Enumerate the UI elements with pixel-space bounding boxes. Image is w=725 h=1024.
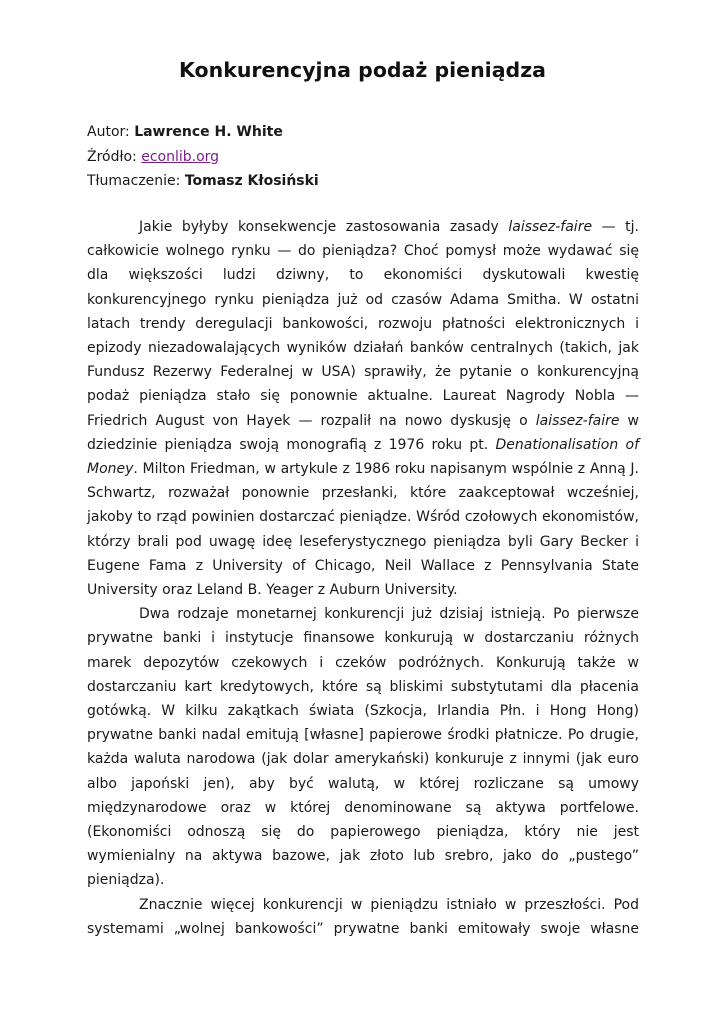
paragraph-text: Dwa rodzaje monetarnej konkurencji już dzisiaj istnieją. Po pierwsze prywatne banki i instytucje finansowe konkurują w dostarczaniu różnych marek depozytów czekowych i czeków podróżnych. Konkurują także w dostarczaniu kart kredytowych, które są bliskimi substytutami dla płacenia gotówką. W kilku zakątkach świata (Szkocja, Irlandia Płn. i Hong Hong) prywatne banki nadal emitują [własne] papierowe środki płatnicze. Po drugie, każda waluta narodowa (jak dolar amerykański) konkuruje z innymi (jak euro albo japoński jen), aby być walutą, w której rozliczane są umowy międzynarodowe oraz w której denominowane są aktywa portfelowe. (Ekonomiści odnoszą się do papierowego pieniądza, który nie jest wymienialny na aktywa bazowe, jak złoto lub srebro, jako do „pustego” pieniądza). — [87, 606, 639, 889]
translation-line — [87, 169, 647, 194]
document-title: Konkurencyjna podaż pieniądza — [179, 58, 546, 82]
source-link[interactable]: econlib.org — [141, 148, 220, 165]
paragraph-text: Jakie byłyby konsekwencje zastosowania zasady — [139, 219, 509, 235]
translator-name: Tomasz Kłosiński — [184, 173, 319, 189]
paragraph — [87, 215, 639, 602]
paragraph-text: Znacznie więcej konkurencji w pieniądzu istniało w przeszłości. Pod systemami „wolnej bankowości” prywatne banki emitowały swoje własne — [87, 896, 639, 937]
paragraph-text: . Milton Friedman, w artykule z 1986 roku napisanym wspólnie z Anną J. Schwartz, rozważał ponownie przesłanki, które zaakceptował wcześniej, jakoby to rząd powinien dostarczać pieniądze. Wśród czołowych ekonomistów, którzy brali pod uwagę ideę leseferystycznego pieniądza byli Gary Becker i Eugene Fama z University of Chicago, Neil Wallace z Pennsylvania State University oraz Leland B. Yeager z Auburn University. — [87, 461, 639, 599]
paragraph — [87, 893, 639, 941]
italic-text: laissez-faire — [508, 219, 593, 235]
italic-text: laissez-faire — [535, 412, 620, 429]
source-label: Źródło: — [87, 148, 137, 165]
paragraph-text: — tj. całkowicie wolnego rynku — do pieniądza? Choć pomysł może wydawać się dla większości ludzi dziwny, to ekonomiści dyskutowali kwestię konkurencyjnego rynku pieniądza już od czasów Adama Smitha. W ostatni latach trendy deregulacji bankowości, rozwoju płatności elektronicznych i epizody niezadowalających wyników działań banków centralnych (takich, jak Fundusz Rezerwy Federalnej w USA) sprawiły, że pytanie o konkurencyjną podaż pieniądza stało się ponownie aktualne. Laureat Nagrody Nobla — Friedrich August von Hayek — rozpalił na nowo dyskusję o — [87, 219, 639, 429]
source-line — [87, 145, 647, 170]
document-meta — [87, 120, 647, 194]
translation-label: Tłumaczenie: — [87, 173, 181, 189]
author-line — [87, 120, 647, 145]
paragraph — [87, 602, 639, 892]
author-name: Lawrence H. White — [134, 124, 283, 140]
author-label: Autor: — [87, 124, 130, 140]
article-body — [87, 215, 639, 941]
italic-text: Denationalisation of Money — [87, 436, 640, 478]
paragraph-text: w dziedzinie pieniądza swoją monografią z 1976 roku pt. — [87, 412, 639, 453]
